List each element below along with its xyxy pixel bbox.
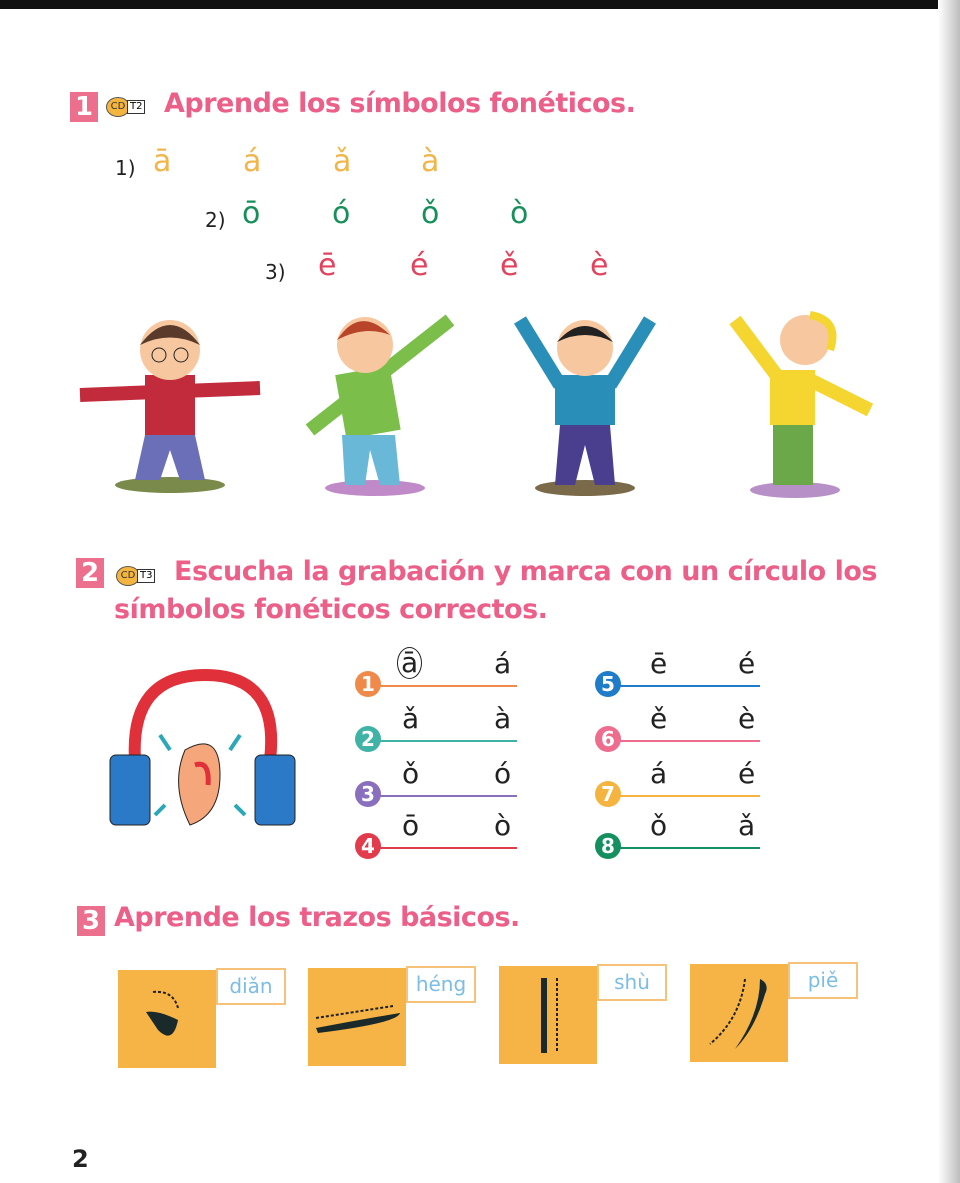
stroke-name: diǎn: [216, 968, 286, 1005]
answer-line: [380, 685, 517, 687]
option-a[interactable]: ě: [650, 702, 668, 735]
option-b[interactable]: ó: [494, 757, 512, 790]
child-second-tone: [310, 317, 450, 496]
tone-symbol: ǒ: [421, 196, 440, 231]
option-b[interactable]: ǎ: [738, 809, 756, 842]
page-number: 2: [72, 1145, 89, 1173]
cd-disc-icon: CD: [116, 566, 140, 586]
answer-line: [380, 740, 517, 742]
row-label: 2): [205, 208, 226, 232]
answer-line: [620, 685, 760, 687]
item-number-badge: 3: [355, 781, 381, 807]
stroke-image: [308, 968, 406, 1066]
option-a[interactable]: ā: [397, 647, 422, 679]
tone-symbol: ē: [318, 248, 337, 283]
row-label: 1): [115, 156, 136, 180]
stroke-direction-arrow-icon: [710, 979, 745, 1044]
option-a[interactable]: ǎ: [402, 702, 420, 735]
section-1-title: Aprende los símbolos fonéticos.: [164, 88, 636, 119]
option-a[interactable]: ē: [650, 647, 668, 680]
track-label: T3: [137, 569, 155, 583]
child-first-tone: [80, 320, 260, 493]
answer-line: [620, 740, 760, 742]
item-number-badge: 1: [355, 671, 381, 697]
headphones-ear-illustration: [100, 665, 305, 855]
tone-symbol: é: [410, 248, 429, 283]
answer-line: [380, 847, 517, 849]
stroke-image: [499, 966, 597, 1064]
option-a[interactable]: á: [650, 757, 668, 790]
child-third-tone: [520, 320, 650, 496]
scan-top-edge: [0, 0, 960, 9]
section-1-badge: 1: [70, 92, 98, 122]
tone-symbol: ò: [510, 196, 529, 231]
tone-symbol: ó: [332, 196, 351, 231]
item-number-badge: 8: [595, 833, 621, 859]
tone-symbol: ā: [153, 144, 172, 179]
stroke-image: [690, 964, 788, 1062]
item-number-badge: 5: [595, 671, 621, 697]
tone-symbol: ō: [242, 196, 261, 231]
option-a[interactable]: ǒ: [402, 757, 420, 790]
cd-track-icon: [116, 566, 155, 586]
stroke-direction-arrow-icon: [153, 992, 178, 1008]
answer-line: [380, 795, 517, 797]
option-b[interactable]: à: [494, 702, 512, 735]
item-number-badge: 6: [595, 726, 621, 752]
answer-line: [620, 795, 760, 797]
option-b[interactable]: á: [494, 647, 512, 680]
option-b[interactable]: ò: [494, 809, 512, 842]
cd-disc-icon: CD: [106, 97, 130, 117]
cd-track-icon: [106, 97, 145, 117]
option-b[interactable]: é: [738, 757, 756, 790]
tone-symbol: ě: [500, 248, 519, 283]
section-3-title: Aprende los trazos básicos.: [114, 902, 520, 933]
option-b[interactable]: é: [738, 647, 756, 680]
tone-symbol: ǎ: [333, 144, 352, 179]
section-2-title-line1: Escucha la grabación y marca con un círculo los: [174, 556, 877, 587]
item-number-badge: 7: [595, 781, 621, 807]
children-tone-gestures-illustration: [70, 300, 890, 505]
row-label: 3): [265, 260, 286, 284]
tone-symbol: à: [421, 144, 440, 179]
stroke-image: [118, 970, 216, 1068]
answer-line: [620, 847, 760, 849]
option-a[interactable]: ō: [402, 809, 420, 842]
item-number-badge: 2: [355, 726, 381, 752]
item-number-badge: 4: [355, 833, 381, 859]
stroke-name: piě: [788, 962, 858, 999]
section-3-badge: 3: [77, 906, 105, 936]
stroke-name: héng: [406, 966, 476, 1003]
section-2-badge: 2: [76, 558, 104, 588]
option-a[interactable]: ǒ: [650, 809, 668, 842]
page-binding-shadow: [938, 0, 960, 1183]
stroke-name: shù: [597, 964, 667, 1001]
option-b[interactable]: è: [738, 702, 756, 735]
track-label: T2: [127, 100, 145, 114]
tone-symbol: á: [243, 144, 262, 179]
child-fourth-tone: [735, 315, 870, 498]
section-2-title-line2: símbolos fonéticos correctos.: [114, 594, 548, 625]
tone-symbol: è: [590, 248, 609, 283]
